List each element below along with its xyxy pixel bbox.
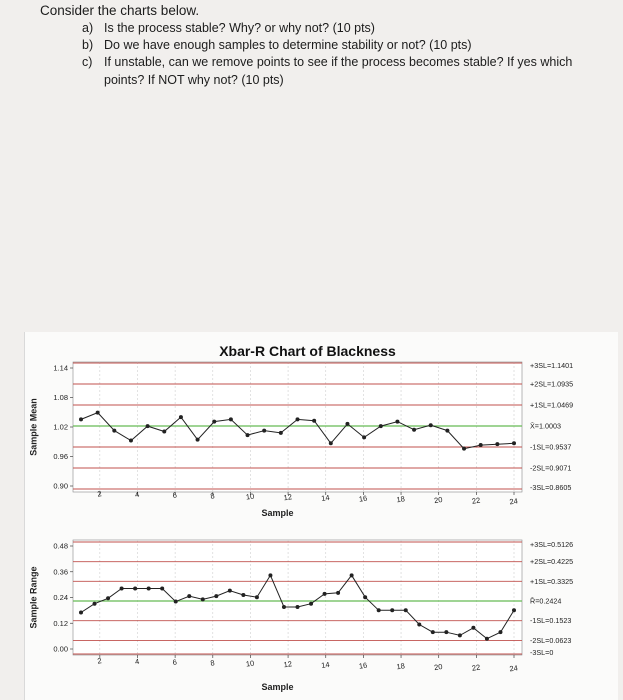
x-tick-label: 4 (134, 489, 140, 500)
data-point (296, 605, 300, 609)
x-tick-label: 18 (395, 661, 406, 672)
item-text: Do we have enough samples to determine stability or not? (10 pts) (104, 38, 472, 52)
data-point (336, 591, 340, 595)
data-point (362, 435, 366, 439)
data-point (214, 594, 218, 598)
x-tick-label: 22 (471, 662, 481, 673)
data-point (479, 443, 483, 447)
data-point (363, 595, 367, 599)
x-tick-label: 16 (358, 493, 368, 504)
data-point (120, 586, 124, 590)
x-tick-label: 14 (320, 492, 331, 504)
question-intro: Consider the charts below. (40, 3, 200, 18)
data-point (404, 608, 408, 612)
limit-label: -3SL=0.8605 (530, 483, 572, 492)
data-point (179, 415, 183, 419)
data-point (160, 586, 164, 590)
question-text (0, 0, 623, 120)
data-point (241, 593, 245, 597)
y-tick-label: 0.48 (53, 541, 68, 551)
data-point (282, 605, 286, 609)
data-point (129, 439, 133, 443)
limit-label: +3SL=0.5126 (530, 540, 574, 549)
data-point (228, 589, 232, 593)
y-tick-label: 0.12 (53, 618, 68, 628)
limit-label: +3SL=1.1401 (530, 361, 574, 370)
item-label: b) (82, 38, 94, 52)
x-tick-label: 8 (209, 658, 216, 668)
limit-label: -3SL=0 (530, 648, 554, 657)
data-point (187, 594, 191, 598)
limit-label: +2SL=0.4225 (530, 557, 574, 567)
data-point (133, 586, 137, 590)
data-point (112, 429, 116, 433)
x-tick-label: 22 (471, 495, 481, 506)
data-point (345, 422, 349, 426)
data-point (146, 424, 150, 428)
data-point (106, 596, 110, 600)
data-point (312, 419, 316, 423)
limit-label: -2SL=0.9071 (530, 463, 572, 473)
data-point (431, 630, 435, 634)
x-axis-label: Sample (261, 682, 294, 692)
data-point (147, 586, 151, 590)
data-point (329, 441, 333, 445)
item-label: c) (82, 55, 93, 69)
data-point (212, 420, 216, 424)
item-text: If unstable, can we remove points to see if the process becomes stable? If yes which (104, 55, 573, 69)
x-tick-label: 20 (433, 494, 444, 506)
x-tick-label: 12 (282, 492, 293, 503)
x-tick-label: 10 (245, 491, 255, 502)
y-axis-label: Sample Range (28, 566, 39, 629)
y-tick-label: 1.14 (53, 363, 68, 373)
chart-panel (24, 332, 618, 700)
data-point (445, 429, 449, 433)
x-tick-label: 8 (209, 491, 216, 501)
question-item-c-continuation: points? If NOT why not? (10 pts) (104, 73, 284, 87)
data-point (255, 595, 259, 599)
data-point (162, 430, 166, 434)
data-point (268, 573, 272, 577)
y-tick-label: 1.02 (53, 422, 68, 432)
limit-label: R̄=0.2424 (530, 596, 562, 606)
y-tick-label: 0.24 (53, 593, 68, 602)
limit-label: +1SL=0.3325 (530, 576, 574, 586)
item-text: Is the process stable? Why? or why not? (10 pts) (104, 21, 375, 35)
y-tick-label: 0.96 (53, 452, 68, 461)
x-tick-label: 14 (320, 659, 331, 671)
data-point (390, 608, 394, 612)
plot-area (73, 362, 522, 492)
data-point (417, 623, 421, 627)
data-point (309, 602, 313, 606)
limit-label: -1SL=0.1523 (530, 616, 572, 626)
y-tick-label: 0.90 (53, 481, 68, 491)
limit-label: +1SL=1.0469 (530, 400, 574, 410)
chart-title: Xbar-R Chart of Blackness (219, 343, 396, 359)
data-point (462, 447, 466, 451)
y-tick-label: 0.36 (53, 567, 68, 577)
data-point (196, 438, 200, 442)
x-tick-label: 4 (134, 656, 140, 667)
data-point (323, 592, 327, 596)
xbar-r-chart (25, 332, 618, 700)
data-point (458, 633, 462, 637)
data-point (412, 428, 416, 432)
data-point (444, 630, 448, 634)
data-point (201, 597, 205, 601)
data-point (512, 441, 516, 445)
x-tick-label: 20 (433, 661, 444, 673)
data-point (471, 626, 475, 630)
data-point (262, 429, 266, 433)
data-point (96, 411, 100, 415)
x-tick-label: 18 (395, 494, 406, 505)
limit-label: -2SL=0.0623 (530, 635, 572, 645)
question-item-a (82, 21, 375, 35)
x-tick-label: 6 (172, 657, 178, 668)
question-item-b (82, 38, 472, 52)
data-point (495, 442, 499, 446)
data-point (229, 417, 233, 421)
y-tick-label: 1.08 (53, 393, 68, 402)
data-point (498, 630, 502, 634)
data-point (79, 417, 83, 421)
data-point (395, 420, 399, 424)
data-point (377, 608, 381, 612)
x-tick-label: 24 (508, 663, 519, 674)
x-tick-label: 24 (508, 496, 519, 507)
y-axis-label: Sample Mean (28, 398, 39, 456)
limit-label: -1SL=0.9537 (530, 442, 572, 452)
data-point (93, 602, 97, 606)
x-tick-label: 16 (358, 660, 368, 671)
item-label: a) (82, 21, 94, 35)
y-tick-label: 0.00 (53, 644, 68, 654)
data-point (174, 600, 178, 604)
data-point (379, 424, 383, 428)
data-point (279, 431, 283, 435)
data-point (485, 637, 489, 641)
data-point (296, 417, 300, 421)
data-point (79, 610, 83, 614)
x-tick-label: 2 (96, 656, 103, 666)
data-point (429, 423, 433, 427)
x-tick-label: 10 (245, 658, 255, 669)
data-point (246, 433, 250, 437)
x-tick-label: 2 (96, 489, 103, 499)
limit-label: X̄=1.0003 (530, 421, 561, 431)
plot-area (73, 540, 522, 655)
data-point (350, 573, 354, 577)
data-point (512, 608, 516, 612)
limit-label: +2SL=1.0935 (530, 379, 574, 389)
x-tick-label: 6 (172, 490, 178, 501)
x-tick-label: 12 (282, 659, 293, 670)
x-axis-label: Sample (261, 508, 294, 518)
question-item-c (82, 55, 572, 69)
